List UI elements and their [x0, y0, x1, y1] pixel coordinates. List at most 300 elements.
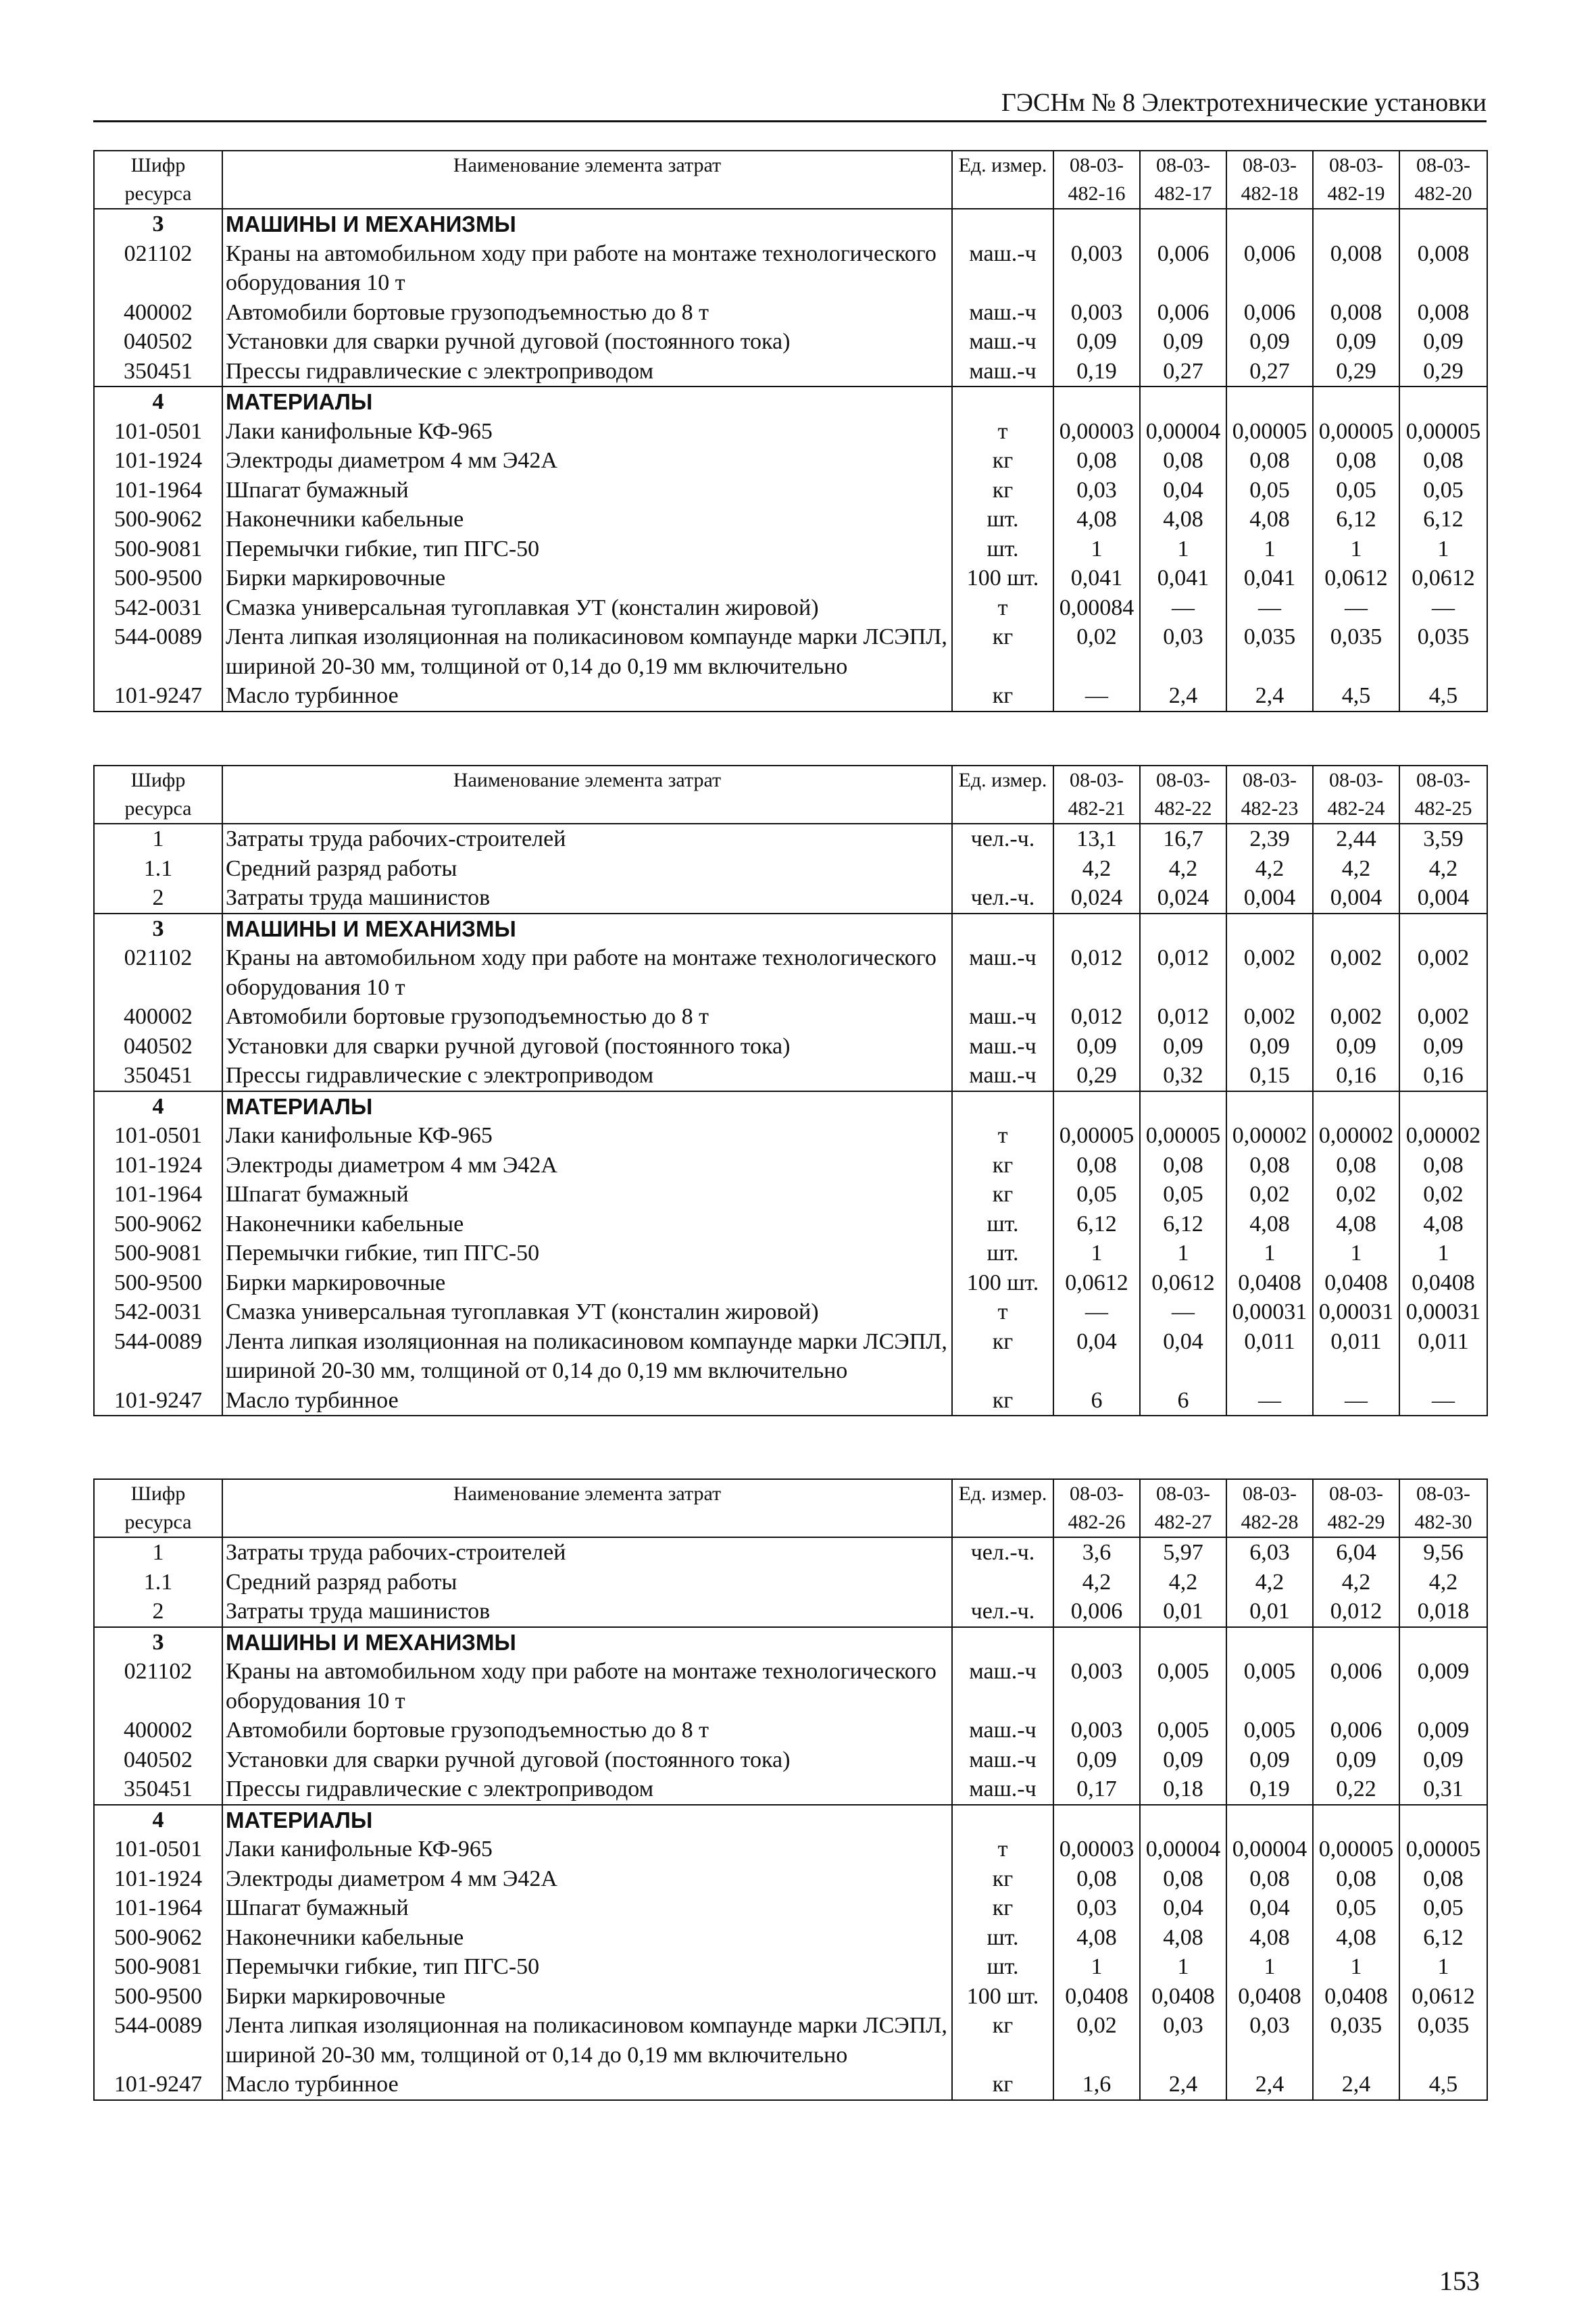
norm-value: 0,00004 [1140, 417, 1226, 447]
unit-of-measure: шт. [952, 1952, 1053, 1982]
header-code: Шифр ресурса [94, 151, 222, 209]
norm-value: — [1313, 593, 1399, 623]
cost-element-name: Затраты труда машинистов [222, 1597, 952, 1627]
norm-value: 0,05 [1226, 476, 1313, 505]
resource-code: 500-9062 [94, 1923, 222, 1953]
norm-value: 0,041 [1226, 564, 1313, 593]
norm-value: 0,00031 [1226, 1297, 1313, 1327]
norm-value [1053, 209, 1140, 239]
resource-code: 4 [94, 1805, 222, 1835]
norm-value: 0,01 [1140, 1597, 1226, 1627]
cost-element-name: Электроды диаметром 4 мм Э42А [222, 1864, 952, 1894]
norm-value: 2,44 [1313, 824, 1399, 854]
resource-code: 400002 [94, 1002, 222, 1032]
norm-value: 0,006 [1053, 1597, 1140, 1627]
resource-code: 350451 [94, 1061, 222, 1091]
norm-value: 0,00005 [1053, 1121, 1140, 1151]
norm-value: 6,12 [1140, 1210, 1226, 1239]
header-rate-code: 08-03-482-23 [1226, 766, 1313, 824]
table-row [94, 622, 1487, 681]
norm-value [1399, 1091, 1487, 1122]
norm-value: 0,08 [1399, 1864, 1487, 1894]
norm-value: 0,00005 [1313, 1835, 1399, 1864]
norm-value: 0,00031 [1399, 1297, 1487, 1327]
norm-value: 0,0612 [1313, 564, 1399, 593]
norm-value: 0,003 [1053, 239, 1140, 298]
cost-element-name: Прессы гидравлические с электроприводом [222, 357, 952, 387]
norm-value: 1 [1140, 534, 1226, 564]
norm-value: 0,04 [1140, 1893, 1226, 1923]
resource-code: 542-0031 [94, 593, 222, 623]
norm-value: 0,0612 [1053, 1268, 1140, 1298]
cost-element-name: Лента липкая изоляционная на поликасиновом компаунде марки ЛСЭПЛ, шириной 20-30 мм, толщиной от 0,14 до 0,19 мм включительно [222, 1327, 952, 1386]
header-rate-code: 08-03-482-22 [1140, 766, 1226, 824]
header-rate-code: 08-03-482-30 [1399, 1479, 1487, 1537]
norm-value: 1 [1053, 534, 1140, 564]
header-rate-code: 08-03-482-25 [1399, 766, 1487, 824]
norm-value: 0,0612 [1399, 1982, 1487, 2012]
resource-code: 500-9500 [94, 1268, 222, 1298]
norm-value: 6,04 [1313, 1537, 1399, 1568]
table-row [94, 534, 1487, 564]
unit-of-measure: чел.-ч. [952, 824, 1053, 854]
norm-value: 4,2 [1140, 1568, 1226, 1597]
norm-value [1226, 209, 1313, 239]
resource-code: 1.1 [94, 1568, 222, 1597]
norm-value: 0,0612 [1140, 1268, 1226, 1298]
norm-value: 0,01 [1226, 1597, 1313, 1627]
norm-value: 0,041 [1053, 564, 1140, 593]
header-rate-code: 08-03-482-21 [1053, 766, 1140, 824]
norm-value: 0,024 [1053, 883, 1140, 914]
norm-value: 4,08 [1313, 1210, 1399, 1239]
norm-value: 0,00031 [1313, 1297, 1399, 1327]
header-rate-code: 08-03-482-26 [1053, 1479, 1140, 1537]
unit-of-measure: чел.-ч. [952, 883, 1053, 914]
table-row [94, 1121, 1487, 1151]
norm-value: 4,08 [1140, 505, 1226, 534]
norm-value: 6 [1140, 1386, 1226, 1416]
norm-value: 0,09 [1313, 327, 1399, 357]
norm-value: 2,4 [1226, 2070, 1313, 2100]
cost-element-name: Наконечники кабельные [222, 1210, 952, 1239]
table-header-row [94, 151, 1487, 209]
section-title: МАШИНЫ И МЕХАНИЗМЫ [222, 914, 952, 944]
table-row [94, 593, 1487, 623]
unit-of-measure: маш.-ч [952, 327, 1053, 357]
cost-element-name: Наконечники кабельные [222, 505, 952, 534]
unit-of-measure: 100 шт. [952, 1982, 1053, 2012]
norm-value: 0,002 [1226, 943, 1313, 1002]
norm-value [1140, 209, 1226, 239]
table-row [94, 1893, 1487, 1923]
norm-value: 0,08 [1313, 1864, 1399, 1894]
unit-of-measure: маш.-ч [952, 1657, 1053, 1716]
norm-value: 0,16 [1313, 1061, 1399, 1091]
norm-value: 0,005 [1226, 1716, 1313, 1745]
cost-element-name: Автомобили бортовые грузоподъемностью до 8 т [222, 298, 952, 328]
unit-of-measure: 100 шт. [952, 1268, 1053, 1298]
norm-value: 0,0612 [1399, 564, 1487, 593]
norm-value: 1 [1226, 1239, 1313, 1268]
norm-value: 0,003 [1053, 1657, 1140, 1716]
cost-element-name: Бирки маркировочные [222, 1268, 952, 1298]
resource-code: 040502 [94, 327, 222, 357]
cost-element-name: Средний разряд работы [222, 854, 952, 884]
norm-value: 0,00005 [1313, 417, 1399, 447]
table-row [94, 327, 1487, 357]
unit-of-measure: шт. [952, 505, 1053, 534]
norm-value: 0,08 [1140, 1151, 1226, 1180]
norm-value: 0,008 [1313, 298, 1399, 328]
norm-value: 4,08 [1053, 505, 1140, 534]
unit-of-measure: шт. [952, 1239, 1053, 1268]
resource-code: 3 [94, 914, 222, 944]
norm-value: 0,008 [1399, 239, 1487, 298]
norm-value [1053, 1091, 1140, 1122]
table-row [94, 1002, 1487, 1032]
norm-value: 1 [1226, 1952, 1313, 1982]
table-row [94, 1210, 1487, 1239]
unit-of-measure: кг [952, 1386, 1053, 1416]
norm-value: 2,39 [1226, 824, 1313, 854]
resource-code: 2 [94, 883, 222, 914]
section-row [94, 209, 1487, 239]
norm-value: 0,09 [1399, 1032, 1487, 1062]
cost-element-name: Перемычки гибкие, тип ПГС-50 [222, 1952, 952, 1982]
resource-code: 021102 [94, 943, 222, 1002]
norm-value: 13,1 [1053, 824, 1140, 854]
norm-value: — [1140, 593, 1226, 623]
norm-value: 0,004 [1226, 883, 1313, 914]
resource-code: 400002 [94, 1716, 222, 1745]
unit-of-measure: шт. [952, 534, 1053, 564]
resource-code: 544-0089 [94, 1327, 222, 1386]
resource-code: 101-0501 [94, 417, 222, 447]
norm-value: 0,004 [1313, 883, 1399, 914]
table-row [94, 1297, 1487, 1327]
unit-of-measure: т [952, 1297, 1053, 1327]
norm-value: 0,00005 [1399, 1835, 1487, 1864]
norm-value: 0,08 [1053, 1864, 1140, 1894]
cost-element-name: Электроды диаметром 4 мм Э42А [222, 446, 952, 476]
table-row [94, 1032, 1487, 1062]
norm-value: 0,08 [1053, 1151, 1140, 1180]
norm-value: — [1399, 593, 1487, 623]
resource-code: 500-9062 [94, 505, 222, 534]
cost-element-name: Перемычки гибкие, тип ПГС-50 [222, 1239, 952, 1268]
norm-value: 2,4 [1226, 681, 1313, 712]
unit-of-measure: кг [952, 1864, 1053, 1894]
unit-of-measure: маш.-ч [952, 1061, 1053, 1091]
norm-value: 0,09 [1399, 1745, 1487, 1775]
norm-value: 0,002 [1399, 943, 1487, 1002]
cost-element-name: Смазка универсальная тугоплавкая УТ (консталин жировой) [222, 593, 952, 623]
norm-value: 4,5 [1399, 2070, 1487, 2100]
resource-code: 101-9247 [94, 1386, 222, 1416]
resource-code: 101-1924 [94, 446, 222, 476]
norm-value: 0,00003 [1053, 417, 1140, 447]
norm-value: 0,041 [1140, 564, 1226, 593]
cost-element-name: Шпагат бумажный [222, 476, 952, 505]
cost-element-name: Масло турбинное [222, 1386, 952, 1416]
norm-value: 0,09 [1226, 1745, 1313, 1775]
norm-value: 0,0408 [1053, 1982, 1140, 2012]
unit-of-measure: кг [952, 476, 1053, 505]
header-rate-code: 08-03-482-24 [1313, 766, 1399, 824]
resource-code: 4 [94, 387, 222, 417]
table-row [94, 1180, 1487, 1210]
norm-value: 0,011 [1313, 1327, 1399, 1386]
header-rate-code: 08-03-482-18 [1226, 151, 1313, 209]
resource-code: 101-1964 [94, 1893, 222, 1923]
norm-value: 0,00005 [1140, 1121, 1226, 1151]
norm-value: 3,6 [1053, 1537, 1140, 1568]
table-row [94, 1151, 1487, 1180]
table-header-row [94, 1479, 1487, 1537]
norm-value [1399, 209, 1487, 239]
table-row [94, 298, 1487, 328]
unit-of-measure: шт. [952, 1923, 1053, 1953]
cost-element-name: Краны на автомобильном ходу при работе на монтаже технологического оборудования 10 т [222, 943, 952, 1002]
norm-value: 0,03 [1226, 2011, 1313, 2070]
norm-value: 6,12 [1399, 1923, 1487, 1953]
norm-value: 1 [1399, 1952, 1487, 1982]
resource-table-3 [93, 1478, 1488, 2101]
norm-value: 0,31 [1399, 1774, 1487, 1805]
norm-value [1226, 1091, 1313, 1122]
norm-value: 0,09 [1053, 1745, 1140, 1775]
header-rate-code: 08-03-482-29 [1313, 1479, 1399, 1537]
norm-value: 1 [1053, 1239, 1140, 1268]
norm-value: 0,08 [1226, 446, 1313, 476]
norm-value [1053, 914, 1140, 944]
norm-value: — [1399, 1386, 1487, 1416]
norm-value: 0,08 [1226, 1151, 1313, 1180]
norm-value: 0,02 [1053, 622, 1140, 681]
resource-code: 021102 [94, 239, 222, 298]
table-row [94, 883, 1487, 914]
norm-value [1140, 1091, 1226, 1122]
table-row [94, 2011, 1487, 2070]
norm-value: 9,56 [1399, 1537, 1487, 1568]
unit-of-measure: маш.-ч [952, 1716, 1053, 1745]
resource-table-2 [93, 765, 1488, 1416]
resource-code: 500-9500 [94, 1982, 222, 2012]
norm-value: 0,18 [1140, 1774, 1226, 1805]
norm-value: 4,2 [1313, 854, 1399, 884]
norm-value [1140, 1805, 1226, 1835]
cost-element-name: Установки для сварки ручной дуговой (постоянного тока) [222, 327, 952, 357]
norm-value: 6 [1053, 1386, 1140, 1416]
section-title: МАШИНЫ И МЕХАНИЗМЫ [222, 209, 952, 239]
unit-of-measure: маш.-ч [952, 943, 1053, 1002]
header-rate-code: 08-03-482-16 [1053, 151, 1140, 209]
unit-of-measure: маш.-ч [952, 1774, 1053, 1805]
cost-element-name: Бирки маркировочные [222, 564, 952, 593]
resource-code: 500-9081 [94, 534, 222, 564]
cost-element-name: Наконечники кабельные [222, 1923, 952, 1953]
norm-value: 0,22 [1313, 1774, 1399, 1805]
unit-of-measure: чел.-ч. [952, 1597, 1053, 1627]
norm-value: 0,09 [1140, 1745, 1226, 1775]
norm-value: 0,00005 [1226, 417, 1313, 447]
norm-value: 4,08 [1226, 1923, 1313, 1953]
unit-of-measure: кг [952, 2070, 1053, 2100]
norm-value: 0,012 [1140, 943, 1226, 1002]
norm-value [1313, 387, 1399, 417]
cost-element-name: Затраты труда рабочих-строителей [222, 1537, 952, 1568]
table-row [94, 1923, 1487, 1953]
norm-value: 0,29 [1053, 1061, 1140, 1091]
unit-of-measure: кг [952, 681, 1053, 712]
norm-value: — [1226, 1386, 1313, 1416]
unit-of-measure [952, 914, 1053, 944]
page-header: ГЭСНм № 8 Электротехнические установки [93, 86, 1487, 122]
norm-value: 0,004 [1399, 883, 1487, 914]
norm-value: 0,02 [1226, 1180, 1313, 1210]
norm-value: 0,09 [1053, 327, 1140, 357]
norm-value: 0,003 [1053, 298, 1140, 328]
norm-value: 0,27 [1226, 357, 1313, 387]
page-number: 153 [1439, 2266, 1480, 2296]
norm-value: 0,00084 [1053, 593, 1140, 623]
cost-element-name: Электроды диаметром 4 мм Э42А [222, 1151, 952, 1180]
norm-value [1226, 914, 1313, 944]
unit-of-measure: шт. [952, 1210, 1053, 1239]
norm-value: 1 [1313, 534, 1399, 564]
resource-code: 101-0501 [94, 1121, 222, 1151]
norm-value: 0,002 [1313, 1002, 1399, 1032]
cost-element-name: Лента липкая изоляционная на поликасиновом компаунде марки ЛСЭПЛ, шириной 20-30 мм, толщиной от 0,14 до 0,19 мм включительно [222, 622, 952, 681]
norm-value: 0,08 [1399, 446, 1487, 476]
section-row [94, 1091, 1487, 1122]
norm-value: — [1053, 1297, 1140, 1327]
table-row [94, 1982, 1487, 2012]
norm-value: 0,006 [1313, 1716, 1399, 1745]
norm-value: 0,035 [1313, 622, 1399, 681]
table-row [94, 1386, 1487, 1416]
norm-value: 0,09 [1313, 1032, 1399, 1062]
norm-value: 4,2 [1399, 1568, 1487, 1597]
norm-value: 0,035 [1399, 2011, 1487, 2070]
norm-value: 0,08 [1140, 1864, 1226, 1894]
norm-value: 4,2 [1140, 854, 1226, 884]
unit-of-measure: кг [952, 1893, 1053, 1923]
cost-element-name: Смазка универсальная тугоплавкая УТ (консталин жировой) [222, 1297, 952, 1327]
norm-value: 0,006 [1313, 1657, 1399, 1716]
resource-code: 2 [94, 1597, 222, 1627]
norm-value: 0,17 [1053, 1774, 1140, 1805]
cost-element-name: Прессы гидравлические с электроприводом [222, 1061, 952, 1091]
section-row [94, 1805, 1487, 1835]
header-rate-code: 08-03-482-27 [1140, 1479, 1226, 1537]
unit-of-measure: кг [952, 622, 1053, 681]
table-row [94, 1864, 1487, 1894]
norm-value [1140, 1627, 1226, 1658]
norm-value: — [1053, 681, 1140, 712]
unit-of-measure [952, 854, 1053, 884]
norm-value: 1 [1053, 1952, 1140, 1982]
section-row [94, 387, 1487, 417]
norm-value [1313, 914, 1399, 944]
norm-value: 4,08 [1313, 1923, 1399, 1953]
norm-value: — [1313, 1386, 1399, 1416]
cost-element-name: Лаки канифольные КФ-965 [222, 1121, 952, 1151]
cost-element-name: Бирки маркировочные [222, 1982, 952, 2012]
norm-value: 4,2 [1399, 854, 1487, 884]
norm-value: 0,00005 [1399, 417, 1487, 447]
norm-value: 4,08 [1226, 1210, 1313, 1239]
norm-value: 0,09 [1226, 327, 1313, 357]
norm-value: 0,0408 [1313, 1982, 1399, 2012]
section-row [94, 914, 1487, 944]
unit-of-measure: маш.-ч [952, 1032, 1053, 1062]
norm-value: 0,03 [1053, 1893, 1140, 1923]
norm-value: 0,05 [1053, 1180, 1140, 1210]
norm-value: 4,08 [1053, 1923, 1140, 1953]
norm-value: 0,09 [1399, 327, 1487, 357]
norm-value: 6,12 [1053, 1210, 1140, 1239]
cost-element-name: Прессы гидравлические с электроприводом [222, 1774, 952, 1805]
table-row [94, 1268, 1487, 1298]
norm-value: 4,2 [1226, 854, 1313, 884]
norm-value [1399, 387, 1487, 417]
resource-code: 3 [94, 209, 222, 239]
norm-value: 0,035 [1226, 622, 1313, 681]
table-header-row [94, 766, 1487, 824]
resource-code: 101-0501 [94, 1835, 222, 1864]
norm-value: 0,0408 [1399, 1268, 1487, 1298]
norm-value: 0,0408 [1226, 1982, 1313, 2012]
table-row [94, 446, 1487, 476]
norm-value: 0,006 [1140, 298, 1226, 328]
norm-value: 0,00004 [1226, 1835, 1313, 1864]
norm-value: 0,012 [1140, 1002, 1226, 1032]
cost-element-name: Лаки канифольные КФ-965 [222, 1835, 952, 1864]
norm-value: 4,2 [1226, 1568, 1313, 1597]
resource-code: 101-1964 [94, 1180, 222, 1210]
section-title: МАТЕРИАЛЫ [222, 1805, 952, 1835]
norm-value: 2,4 [1140, 681, 1226, 712]
cost-element-name: Средний разряд работы [222, 1568, 952, 1597]
header-name: Наименование элемента затрат [222, 1479, 952, 1537]
cost-element-name: Краны на автомобильном ходу при работе на монтаже технологического оборудования 10 т [222, 239, 952, 298]
cost-element-name: Автомобили бортовые грузоподъемностью до 8 т [222, 1002, 952, 1032]
norm-value: 4,08 [1399, 1210, 1487, 1239]
norm-value [1053, 1805, 1140, 1835]
norm-value: 2,4 [1140, 2070, 1226, 2100]
norm-value [1399, 914, 1487, 944]
norm-value: 0,002 [1399, 1002, 1487, 1032]
table-row [94, 824, 1487, 854]
norm-value: 6,12 [1313, 505, 1399, 534]
table-row [94, 1327, 1487, 1386]
cost-element-name: Краны на автомобильном ходу при работе на монтаже технологического оборудования 10 т [222, 1657, 952, 1716]
norm-value: 4,08 [1226, 505, 1313, 534]
norm-value: 0,009 [1399, 1657, 1487, 1716]
norm-value: 0,00003 [1053, 1835, 1140, 1864]
cost-element-name: Перемычки гибкие, тип ПГС-50 [222, 534, 952, 564]
norm-value: 0,008 [1399, 298, 1487, 328]
header-rate-code: 08-03-482-19 [1313, 151, 1399, 209]
unit-of-measure: маш.-ч [952, 239, 1053, 298]
norm-value: 0,035 [1399, 622, 1487, 681]
norm-value: 0,15 [1226, 1061, 1313, 1091]
section-row [94, 1627, 1487, 1658]
header-unit: Ед. измер. [952, 1479, 1053, 1537]
norm-value: 0,09 [1053, 1032, 1140, 1062]
